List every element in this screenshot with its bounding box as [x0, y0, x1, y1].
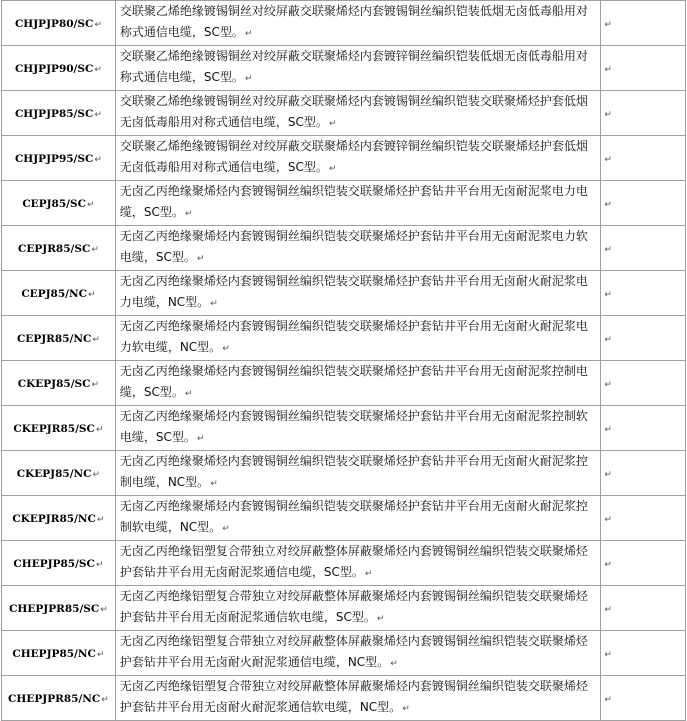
return-mark-icon: ↵ — [604, 335, 612, 345]
model-code: CHJPJP85/SC — [14, 108, 94, 120]
model-code: CEPJ85/NC — [21, 288, 87, 300]
description-text: 无卤乙丙绝缘聚烯烃内套镀锡铜丝编织铠装交联聚烯烃护套钻井平台用无卤耐火耐泥浆控制软电缆，NC型。↵ — [119, 499, 588, 534]
return-mark-icon: ↵ — [604, 695, 612, 705]
return-mark-icon: ↵ — [604, 605, 612, 615]
note-cell — [601, 541, 686, 586]
return-mark-icon: ↵ — [184, 389, 193, 399]
description-text: 交联聚乙烯绝缘镀锡铜丝对绞屏蔽交联聚烯烃内套镀锌铜丝编织铠装交联聚烯烃护套低烟无卤低毒船用对称式通信电缆，SC型。↵ — [119, 139, 588, 174]
description-text: 交联聚乙烯绝缘镀锡铜丝对绞屏蔽交联聚烯烃内套镀锡铜丝编织铠装交联聚烯烃护套低烟无卤低毒船用对称式通信电缆，SC型。↵ — [119, 94, 588, 129]
description-cell — [115, 586, 601, 631]
description-text: 无卤乙丙绝缘聚烯烃内套镀锡铜丝编织铠装交联聚烯烃护套钻井平台用无卤耐火耐泥浆电力电缆，NC型。↵ — [119, 274, 588, 309]
model-cell — [2, 181, 116, 226]
description-text: 无卤乙丙绝缘铝塑复合带独立对绞屏蔽整体屏蔽聚烯烃内套镀锡铜丝编织铠装交联聚烯烃护套钻井平台用无卤耐泥浆通信软电缆，SC型。↵ — [119, 589, 588, 624]
description-text: 无卤乙丙绝缘聚烯烃内套镀锡铜丝编织铠装交联聚烯烃护套钻井平台用无卤耐泥浆电力软电缆，SC型。↵ — [119, 229, 588, 264]
model-cell — [2, 1, 116, 46]
table-row — [2, 1, 686, 46]
note-cell — [601, 406, 686, 451]
return-mark-icon: ↵ — [604, 515, 612, 525]
table-row — [2, 541, 686, 586]
description-cell — [115, 136, 601, 181]
model-code: CHJPJP95/SC — [14, 153, 94, 165]
return-mark-icon: ↵ — [95, 425, 104, 435]
return-mark-icon: ↵ — [604, 65, 612, 75]
description-text: 交联聚乙烯绝缘镀锡铜丝对绞屏蔽交联聚烯烃内套镀锌铜丝编织铠装低烟无卤低毒船用对称式通信电缆，SC型。↵ — [119, 49, 588, 84]
description-cell — [115, 676, 601, 721]
note-cell — [601, 226, 686, 271]
table-row — [2, 676, 686, 721]
model-cell — [2, 46, 116, 91]
table-row — [2, 631, 686, 676]
return-mark-icon: ↵ — [95, 560, 104, 570]
model-cell — [2, 541, 116, 586]
table-row — [2, 586, 686, 631]
return-mark-icon: ↵ — [604, 290, 612, 300]
return-mark-icon: ↵ — [376, 614, 385, 624]
table-row — [2, 361, 686, 406]
model-code: CHJPJP80/SC — [14, 18, 94, 30]
return-mark-icon: ↵ — [94, 20, 102, 30]
return-mark-icon: ↵ — [604, 245, 612, 255]
note-cell — [601, 136, 686, 181]
return-mark-icon: ↵ — [94, 155, 102, 165]
return-mark-icon: ↵ — [94, 65, 102, 75]
return-mark-icon: ↵ — [87, 290, 96, 300]
description-cell — [115, 451, 601, 496]
table-row — [2, 226, 686, 271]
description-cell — [115, 46, 601, 91]
table-row — [2, 496, 686, 541]
table-row — [2, 181, 686, 226]
model-code: CKEPJ85/NC — [16, 468, 92, 480]
model-cell — [2, 361, 116, 406]
description-cell — [115, 361, 601, 406]
model-cell — [2, 91, 116, 136]
note-cell — [601, 181, 686, 226]
description-text: 无卤乙丙绝缘铝塑复合带独立对绞屏蔽整体屏蔽聚烯烃内套镀锡铜丝编织铠装交联聚烯烃护套钻井平台用无卤耐火耐泥浆通信电缆，NC型。↵ — [119, 634, 588, 669]
return-mark-icon: ↵ — [196, 254, 205, 264]
model-code: CEPJ85/SC — [22, 198, 86, 210]
note-cell — [601, 496, 686, 541]
return-mark-icon: ↵ — [92, 335, 100, 345]
table-row — [2, 46, 686, 91]
note-cell — [601, 46, 686, 91]
model-cell — [2, 586, 116, 631]
table-row — [2, 271, 686, 316]
model-code: CHEPJP85/SC — [13, 558, 95, 570]
model-code: CHEPJPR85/NC — [8, 693, 101, 705]
model-cell — [2, 316, 116, 361]
table-row — [2, 91, 686, 136]
note-cell — [601, 631, 686, 676]
model-cell — [2, 676, 116, 721]
description-cell — [115, 406, 601, 451]
table-row — [2, 406, 686, 451]
return-mark-icon: ↵ — [604, 155, 612, 165]
note-cell — [601, 451, 686, 496]
model-cell — [2, 496, 116, 541]
model-code: CEPJR85/SC — [17, 243, 91, 255]
return-mark-icon: ↵ — [402, 704, 410, 714]
model-code: CKEPJ85/SC — [17, 378, 91, 390]
model-cell — [2, 631, 116, 676]
description-text: 无卤乙丙绝缘铝塑复合带独立对绞屏蔽整体屏蔽聚烯烃内套镀锡铜丝编织铠装交联聚烯烃护套钻井平台用无卤耐泥浆通信电缆，SC型。↵ — [119, 544, 588, 579]
return-mark-icon: ↵ — [364, 569, 373, 579]
return-mark-icon: ↵ — [94, 110, 102, 120]
return-mark-icon: ↵ — [210, 299, 218, 309]
return-mark-icon: ↵ — [390, 659, 398, 669]
table-row — [2, 316, 686, 361]
description-cell — [115, 541, 601, 586]
model-code: CKEPJR85/SC — [13, 423, 95, 435]
note-cell — [601, 91, 686, 136]
model-code: CHJPJP90/SC — [14, 63, 94, 75]
return-mark-icon: ↵ — [604, 20, 612, 30]
description-text: 无卤乙丙绝缘聚烯烃内套镀锡铜丝编织铠装交联聚烯烃护套钻井平台用无卤耐泥浆控制软电缆，SC型。↵ — [119, 409, 588, 444]
description-cell — [115, 1, 601, 46]
cable-spec-table — [1, 0, 686, 721]
note-cell — [601, 316, 686, 361]
model-cell — [2, 406, 116, 451]
model-code: CHEPJPR85/SC — [9, 603, 100, 615]
return-mark-icon: ↵ — [101, 695, 109, 705]
return-mark-icon: ↵ — [244, 74, 253, 84]
model-cell — [2, 271, 116, 316]
table-body — [2, 1, 686, 721]
description-text: 交联聚乙烯绝缘镀锡铜丝对绞屏蔽交联聚烯烃内套镀锡铜丝编织铠装低烟无卤低毒船用对称式通信电缆，SC型。↵ — [119, 4, 588, 39]
return-mark-icon: ↵ — [196, 434, 205, 444]
return-mark-icon: ↵ — [91, 380, 100, 390]
description-text: 无卤乙丙绝缘聚烯烃内套镀锡铜丝编织铠装交联聚烯烃护套钻井平台用无卤耐火耐泥浆控制电缆，NC型。↵ — [119, 454, 588, 489]
return-mark-icon: ↵ — [210, 479, 218, 489]
return-mark-icon: ↵ — [96, 515, 105, 525]
note-cell — [601, 271, 686, 316]
return-mark-icon: ↵ — [92, 470, 101, 480]
model-code: CKEPJR85/NC — [12, 513, 96, 525]
description-cell — [115, 271, 601, 316]
return-mark-icon: ↵ — [222, 344, 230, 354]
description-cell — [115, 181, 601, 226]
return-mark-icon: ↵ — [604, 200, 612, 210]
description-cell — [115, 226, 601, 271]
note-cell — [601, 586, 686, 631]
note-cell — [601, 1, 686, 46]
description-text: 无卤乙丙绝缘铝塑复合带独立对绞屏蔽整体屏蔽聚烯烃内套镀锡铜丝编织铠装交联聚烯烃护套钻井平台用无卤耐火耐泥浆通信软电缆，NC型。↵ — [119, 679, 588, 714]
description-cell — [115, 91, 601, 136]
return-mark-icon: ↵ — [604, 110, 612, 120]
description-text: 无卤乙丙绝缘聚烯烃内套镀锡铜丝编织铠装交联聚烯烃护套钻井平台用无卤耐火耐泥浆电力软电缆，NC型。↵ — [119, 319, 588, 354]
description-text: 无卤乙丙绝缘聚烯烃内套镀锡铜丝编织铠装交联聚烯烃护套钻井平台用无卤耐泥浆电力电缆，SC型。↵ — [119, 184, 588, 219]
model-cell — [2, 136, 116, 181]
model-code: CHEPJP85/NC — [12, 648, 96, 660]
return-mark-icon: ↵ — [604, 380, 612, 390]
description-text: 无卤乙丙绝缘聚烯烃内套镀锡铜丝编织铠装交联聚烯烃护套钻井平台用无卤耐泥浆控制电缆，SC型。↵ — [119, 364, 588, 399]
return-mark-icon: ↵ — [96, 650, 105, 660]
table-row — [2, 451, 686, 496]
note-cell — [601, 361, 686, 406]
table-row — [2, 136, 686, 181]
return-mark-icon: ↵ — [604, 560, 612, 570]
return-mark-icon: ↵ — [184, 209, 193, 219]
model-code: CEPJR85/NC — [16, 333, 92, 345]
description-cell — [115, 496, 601, 541]
return-mark-icon: ↵ — [222, 524, 230, 534]
return-mark-icon: ↵ — [100, 605, 108, 615]
description-cell — [115, 631, 601, 676]
return-mark-icon: ↵ — [604, 650, 612, 660]
return-mark-icon: ↵ — [244, 29, 253, 39]
return-mark-icon: ↵ — [91, 245, 99, 255]
return-mark-icon: ↵ — [328, 164, 337, 174]
return-mark-icon: ↵ — [604, 425, 612, 435]
model-cell — [2, 451, 116, 496]
return-mark-icon: ↵ — [328, 119, 337, 129]
description-cell — [115, 316, 601, 361]
model-cell — [2, 226, 116, 271]
note-cell — [601, 676, 686, 721]
return-mark-icon: ↵ — [604, 470, 612, 480]
return-mark-icon: ↵ — [86, 200, 95, 210]
